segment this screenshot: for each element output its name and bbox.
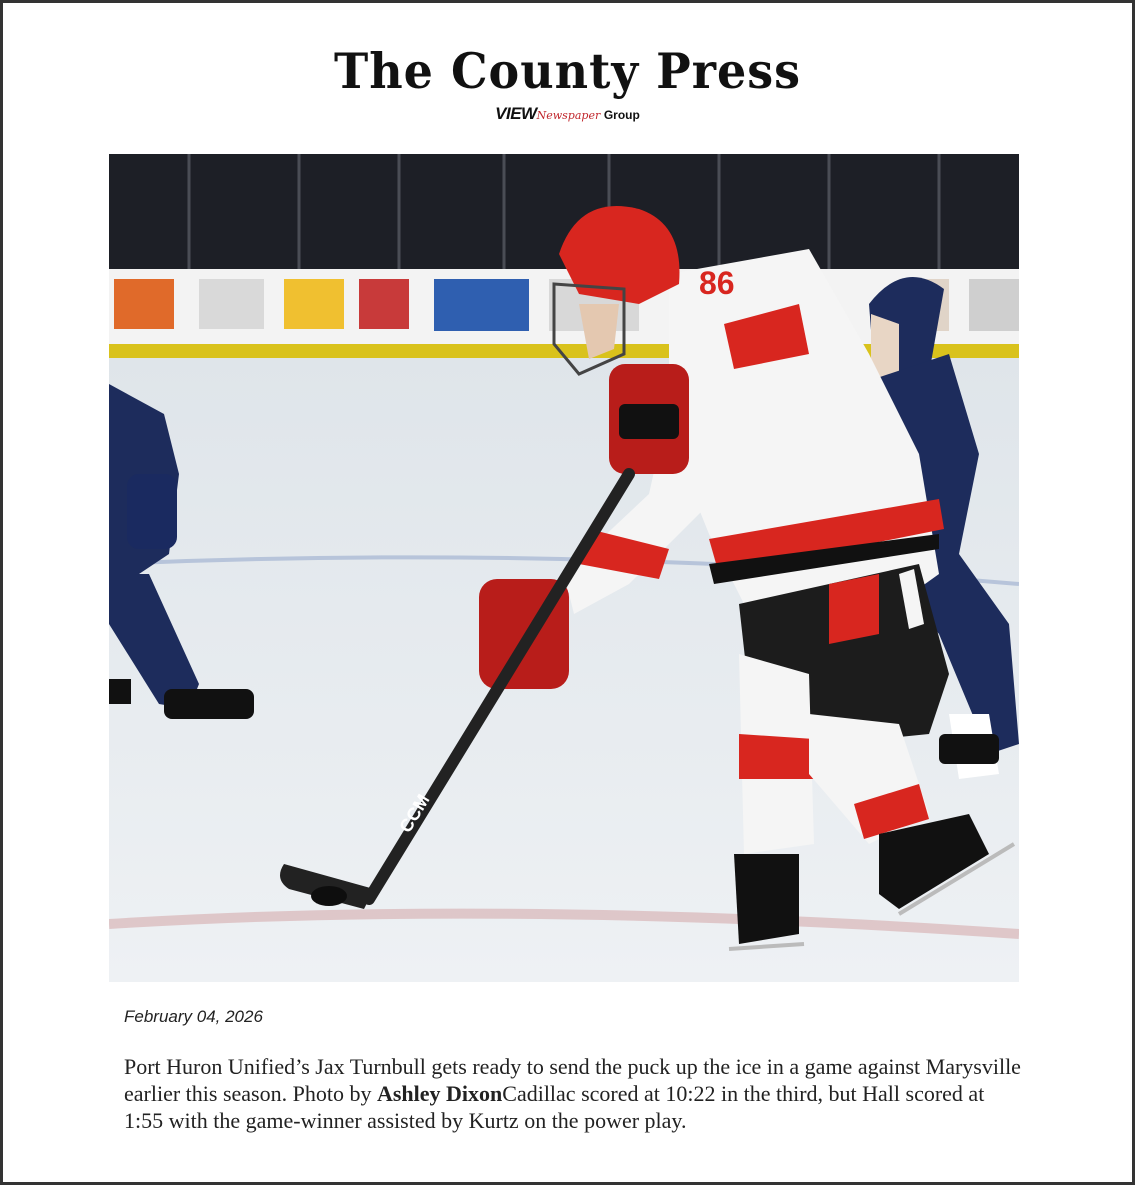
stick-brand: CCM (395, 790, 434, 837)
publisher-newspaper-text: Newspaper (536, 109, 601, 122)
puck (311, 886, 347, 906)
article-date: February 04, 2026 (124, 1007, 263, 1026)
skate-left (734, 854, 799, 944)
publisher-logo (3, 105, 1132, 125)
jersey-number: 86 (699, 265, 735, 301)
masthead (3, 41, 1132, 125)
caption-text-before: Port Huron Unified’s Jax Turnbull gets ready to send the puck up the ice in a game against Marysville earlier this season. Photo by (124, 1054, 1021, 1106)
publisher-view-text: VIEW (495, 104, 537, 123)
caption-text-after: Cadillac scored at 10:22 in the third, but Hall scored at 1:55 with the game-winner assisted by Kurtz on the power play. (124, 1081, 985, 1133)
newspaper-title: The County Press (333, 42, 801, 100)
photographer-name: Ashley Dixon (376, 1081, 503, 1106)
article-photo (109, 154, 1019, 982)
publisher-group-text: Group (603, 108, 640, 122)
hockey-photo-illustration (109, 154, 1019, 982)
photo-caption (124, 1053, 1024, 1134)
